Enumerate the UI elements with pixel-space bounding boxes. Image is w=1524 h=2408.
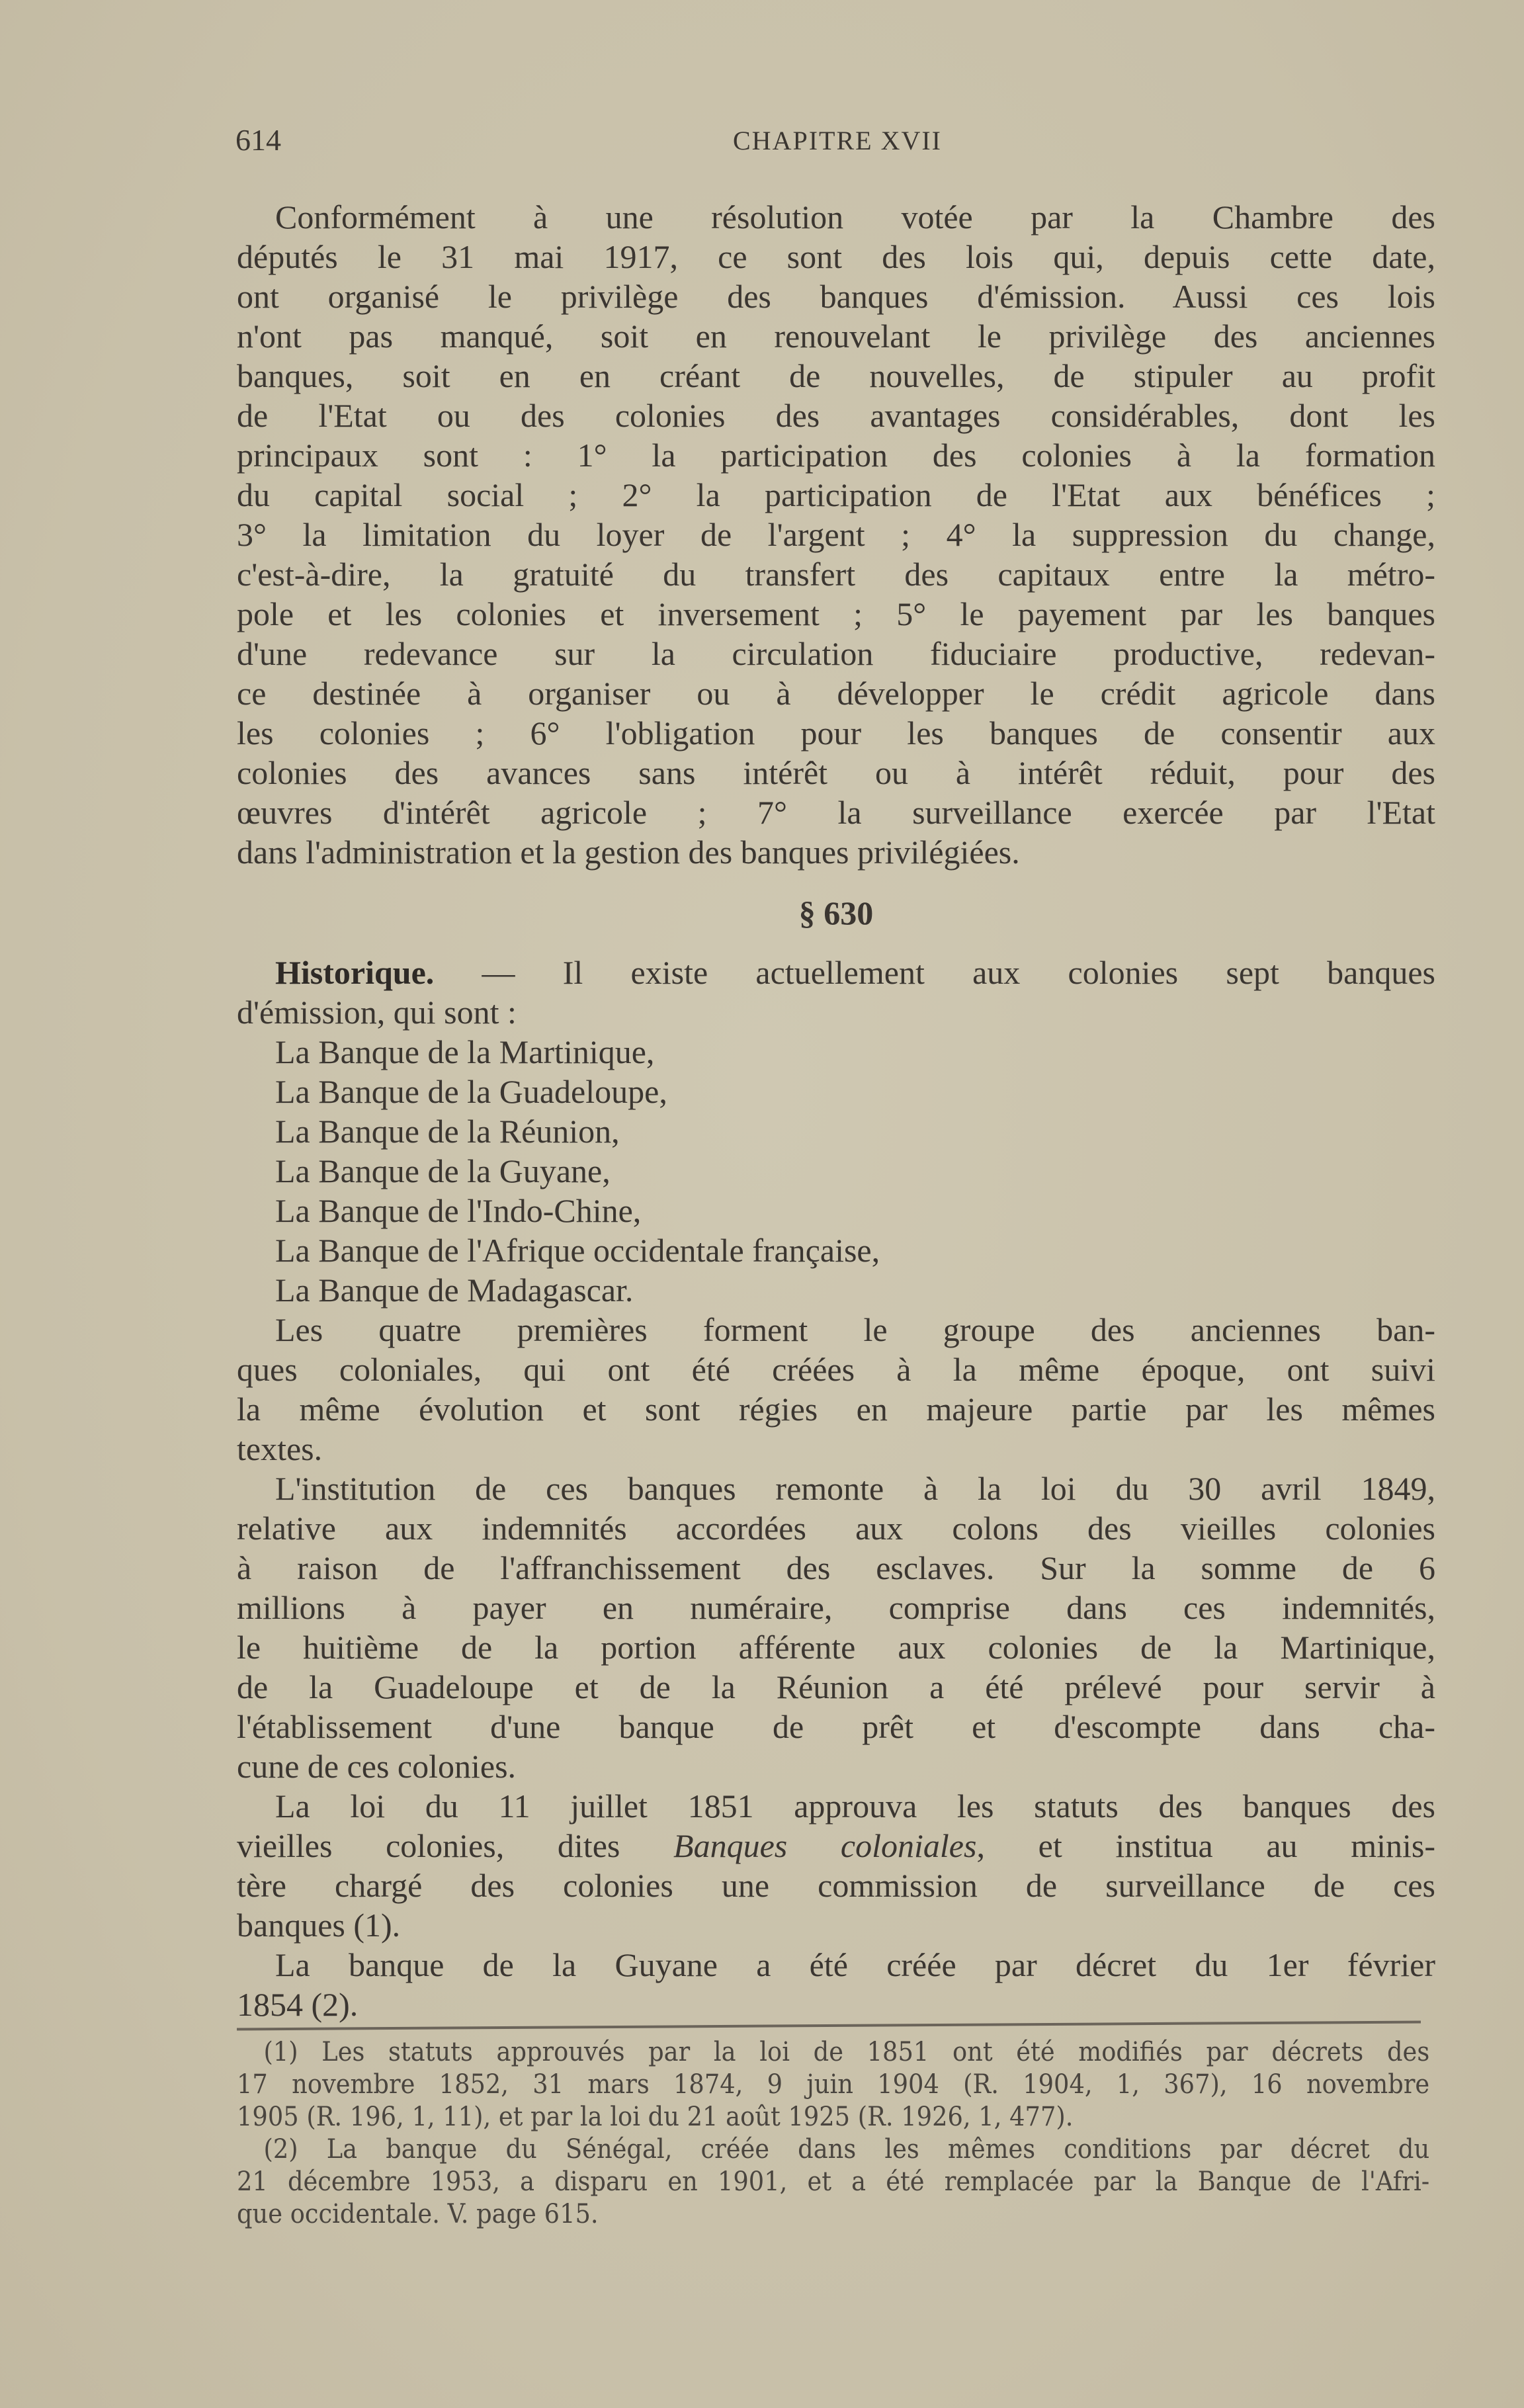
text-line: textes. <box>237 1430 323 1467</box>
section-heading: § 630 <box>798 894 874 931</box>
paragraph <box>237 1072 1435 1111</box>
text-line: 1905 (R. 196, 1, 11), et par la loi du 21 août 1925 (R. 1926, 1, 477). <box>237 2102 1074 2132</box>
historique-paragraphs <box>237 953 1435 2024</box>
text-line: millions à payer en numéraire, comprise dans ces indemnités, <box>237 1589 1435 1626</box>
text-line: œuvres d'intérêt agricole ; 7° la surveillance exercée par l'Etat <box>237 794 1435 831</box>
text-line: cune de ces colonies. <box>237 1748 517 1785</box>
text-line: banques (1). <box>237 1907 401 1944</box>
text-line: (2) La banque du Sénégal, créée dans les mêmes conditions par décret du <box>263 2134 1430 2165</box>
paragraph <box>237 1270 1435 1310</box>
text-segment: , et institua au minis- <box>976 1827 1435 1864</box>
text-line: La Banque de la Guyane, <box>275 1152 611 1189</box>
text-line: principaux sont : 1° la participation des colonies à la formation <box>237 437 1435 474</box>
text-line: ce destinée à organiser ou à développer le crédit agricole dans <box>237 675 1435 712</box>
text-line: La Banque de la Réunion, <box>275 1113 620 1150</box>
text-line: Conformément à une résolution votée par la Chambre des <box>275 198 1435 236</box>
text-line: n'ont pas manqué, soit en renouvelant le privilège des anciennes <box>237 318 1435 355</box>
text-line: pole et les colonies et inversement ; 5° le payement par les banques <box>237 595 1435 632</box>
text-line: 17 novembre 1852, 31 mars 1874, 9 juin 1904 (R. 1904, 1, 367), 16 novembre <box>237 2069 1430 2100</box>
text-line: La Banque de l'Afrique occidentale française, <box>275 1232 880 1269</box>
text-line: banques, soit en en créant de nouvelles, de stipuler au profit <box>237 357 1435 394</box>
paragraph <box>237 1945 1435 2024</box>
paragraph <box>237 2036 1429 2133</box>
paragraph <box>237 197 1435 872</box>
text-line: colonies des avances sans intérêt ou à intérêt réduit, pour des <box>237 754 1435 791</box>
text-line: (1) Les statuts approuvés par la loi de 1851 ont été modifiés par décrets des <box>263 2037 1430 2067</box>
paragraph <box>237 1151 1435 1191</box>
text-line: Les quatre premières forment le groupe des anciennes ban- <box>275 1311 1435 1348</box>
text-line: c'est-à-dire, la gratuité du transfert des capitaux entre la métro- <box>237 556 1435 593</box>
run-in-heading: Historique. <box>275 954 435 991</box>
paragraph <box>237 1111 1435 1151</box>
italic-text: Banques coloniales <box>673 1827 977 1864</box>
text-line: La loi du 11 juillet 1851 approuva les statuts des banques des <box>275 1787 1435 1825</box>
paragraph <box>237 1786 1435 1945</box>
body-text <box>237 197 1435 2024</box>
footnotes <box>237 2036 1429 2231</box>
paragraph <box>237 953 1435 1032</box>
text-line: du capital social ; 2° la participation de l'Etat aux bénéfices ; <box>237 476 1435 513</box>
text-line: l'établissement d'une banque de prêt et d'escompte dans cha- <box>237 1708 1435 1745</box>
text-line: que occidentale. V. page 615. <box>237 2199 599 2229</box>
text-segment: — Il existe actuellement aux colonies sept banques <box>434 954 1435 991</box>
text-line: de l'Etat ou des colonies des avantages considérables, dont les <box>237 397 1435 434</box>
text-line: relative aux indemnités accordées aux colons des vieilles colonies <box>237 1510 1435 1547</box>
text-line: à raison de l'affranchissement des esclaves. Sur la somme de 6 <box>237 1549 1435 1586</box>
paragraph <box>237 1032 1435 1072</box>
text-line: d'émission, qui sont : <box>237 994 517 1031</box>
text-line: les colonies ; 6° l'obligation pour les banques de consentir aux <box>237 714 1435 752</box>
text-line: L'institution de ces banques remonte à la loi du 30 avril 1849, <box>275 1470 1435 1507</box>
text-line: de la Guadeloupe et de la Réunion a été prélevé pour servir à <box>237 1668 1435 1705</box>
intro-paragraphs <box>237 197 1435 872</box>
text-line: d'une redevance sur la circulation fiduciaire productive, redevan- <box>237 635 1435 672</box>
text-line: La Banque de la Guadeloupe, <box>275 1073 667 1110</box>
text-line: tère chargé des colonies une commission de surveillance de ces <box>237 1867 1435 1904</box>
paragraph <box>237 2133 1429 2231</box>
text-line: La Banque de Madagascar. <box>275 1271 634 1309</box>
text-line: dans l'administration et la gestion des banques privilégiées. <box>237 834 1020 871</box>
text-line <box>237 953 1435 992</box>
paragraph <box>237 1310 1435 1469</box>
text-line: le huitième de la portion afférente aux colonies de la Martinique, <box>237 1629 1435 1666</box>
paragraph <box>237 1469 1435 1786</box>
text-line: 3° la limitation du loyer de l'argent ; 4° la suppression du change, <box>237 516 1435 553</box>
text-line: ques coloniales, qui ont été créées à la même époque, ont suivi <box>237 1351 1435 1388</box>
text-segment: vieilles colonies, dites <box>237 1827 674 1864</box>
page-number: 614 <box>235 123 281 157</box>
chapter-title: CHAPITRE XVII <box>733 126 942 155</box>
text-line <box>237 1826 1435 1866</box>
paragraph <box>237 1230 1435 1270</box>
text-line: la même évolution et sont régies en majeure partie par les mêmes <box>237 1391 1435 1428</box>
running-header <box>235 122 1439 162</box>
text-line: La Banque de la Martinique, <box>275 1033 655 1070</box>
paragraph <box>237 1191 1435 1230</box>
text-line: ont organisé le privilège des banques d'émission. Aussi ces lois <box>237 278 1435 315</box>
text-line: 1854 (2). <box>237 1986 359 2023</box>
text-line: députés le 31 mai 1917, ce sont des lois qui, depuis cette date, <box>237 238 1435 275</box>
text-line: La Banque de l'Indo-Chine, <box>275 1192 642 1229</box>
text-line: La banque de la Guyane a été créée par décret du 1er février <box>275 1946 1435 1983</box>
text-line: 21 décembre 1953, a disparu en 1901, et a été remplacée par la Banque de l'Afri- <box>237 2167 1430 2197</box>
